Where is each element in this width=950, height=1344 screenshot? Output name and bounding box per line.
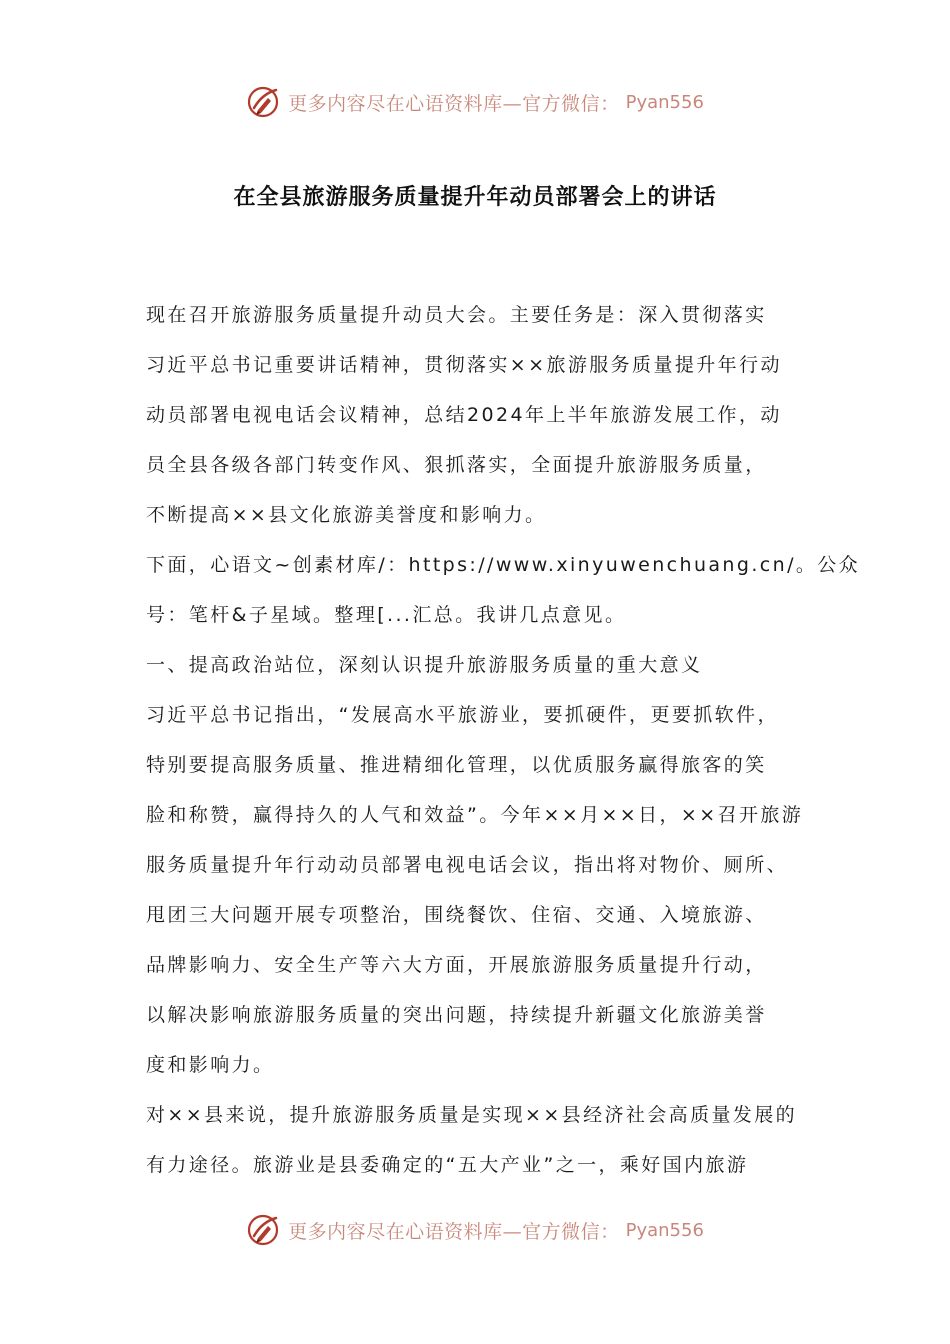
text-line: 甩团三大问题开展专项整治，围绕餐饮、住宿、交通、入境旅游、: [146, 904, 767, 926]
text-line: 以解决影响旅游服务质量的突出问题，持续提升新疆文化旅游美誉: [146, 1004, 767, 1026]
text-line: 动员部署电视电话会议精神，总结2024年上半年旅游发展工作，动: [146, 404, 782, 426]
header-banner: [0, 82, 950, 122]
text-line: 习近平总书记指出，“发展高水平旅游业，要抓硬件，更要抓软件，: [146, 704, 779, 726]
text-line: 特别要提高服务质量、推进精细化管理，以优质服务赢得旅客的笑: [146, 754, 767, 776]
text-line: 员全县各级各部门转变作风、狠抓落实，全面提升旅游服务质量，: [146, 454, 767, 476]
banner-wechat-id: Pyan556: [625, 1219, 704, 1241]
text-line: 现在召开旅游服务质量提升动员大会。主要任务是：深入贯彻落实: [146, 304, 767, 326]
text-line: 号：笔杆&子星域。整理[...汇总。我讲几点意见。: [146, 604, 627, 626]
text-line: 脸和称赞，赢得持久的人气和效益”。今年××月××日，××召开旅游: [146, 804, 804, 826]
text-line: 不断提高××县文化旅游美誉度和影响力。: [146, 504, 547, 526]
pen-logo-icon: [246, 84, 282, 120]
document-title: 在全县旅游服务质量提升年动员部署会上的讲话: [233, 185, 717, 210]
banner-slogan: 更多内容尽在心语资料库—官方微信：: [288, 92, 620, 115]
text-line: 度和影响力。: [146, 1054, 275, 1076]
section-heading: 一、提高政治站位，深刻认识提升旅游服务质量的重大意义: [146, 654, 703, 676]
text-line: 下面，心语文~创素材库/：https://www.xinyuwenchuang.cn/。公众: [146, 554, 861, 576]
text-line: 习近平总书记重要讲话精神，贯彻落实××旅游服务质量提升年行动: [146, 354, 782, 376]
text-line: 对××县来说，提升旅游服务质量是实现××县经济社会高质量发展的: [146, 1104, 798, 1126]
text-line: 品牌影响力、安全生产等六大方面，开展旅游服务质量提升行动，: [146, 954, 767, 976]
pen-logo-icon: [246, 1212, 282, 1248]
text-line: 有力途径。旅游业是县委确定的“五大产业”之一，乘好国内旅游: [146, 1154, 749, 1176]
footer-banner: [0, 1210, 950, 1250]
banner-slogan: 更多内容尽在心语资料库—官方微信：: [288, 1220, 620, 1243]
document-body: [146, 290, 861, 1190]
banner-wechat-id: Pyan556: [625, 91, 704, 113]
text-line: 服务质量提升年行动动员部署电视电话会议，指出将对物价、厕所、: [146, 854, 789, 876]
